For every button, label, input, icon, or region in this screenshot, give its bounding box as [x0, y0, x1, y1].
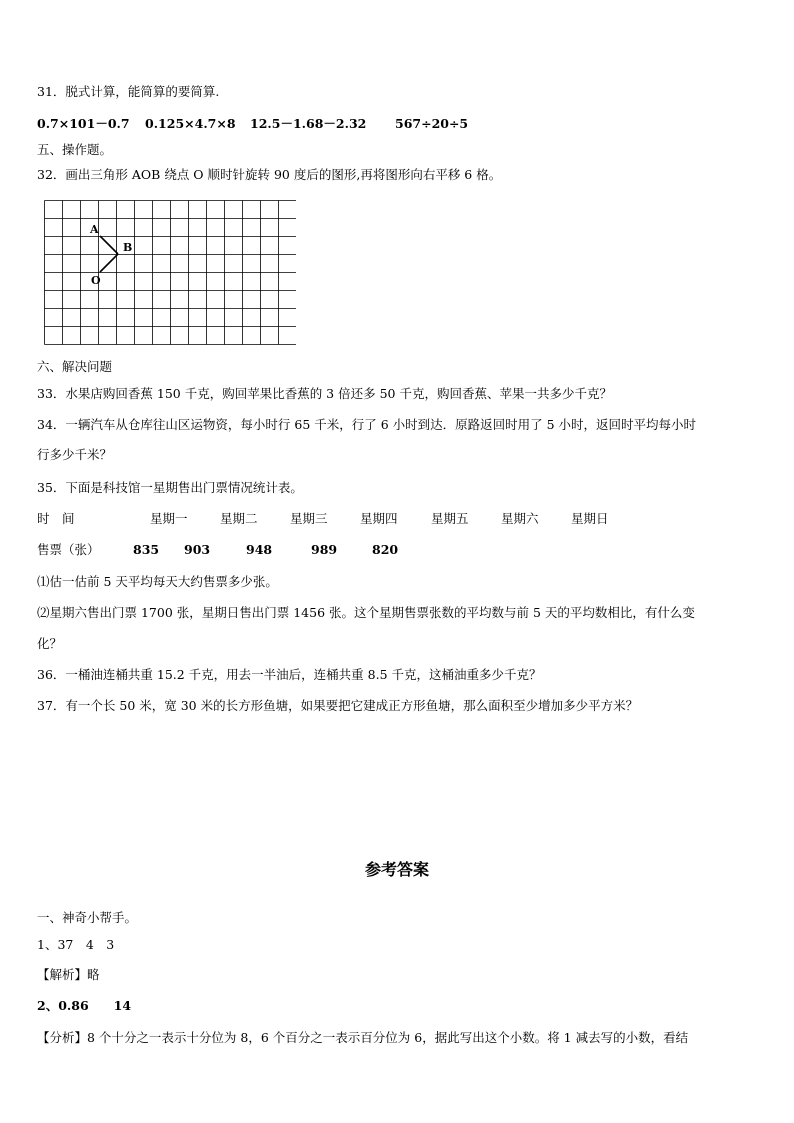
q36-text: 36．一桶油连桶共重 15.2 千克，用去一半油后，连桶共重 8.5 千克，这桶油重多少千克？: [37, 667, 542, 682]
q31-expr-2: 0.125×4.7×8: [145, 116, 236, 131]
value-1: 835: [133, 542, 160, 557]
answers-section-1: 一、神奇小帮手。: [37, 910, 138, 925]
day-7: 星期日: [571, 511, 609, 526]
q35-sub-2-line-2: 化？: [37, 636, 63, 651]
answer-2-analysis: 【分析】8 个十分之一表示十分位为 8，6 个百分之一表示百分位为 6，据此写出这个小数。将 1 减去写的小数，看结: [37, 1030, 689, 1045]
day-2: 星期二: [220, 511, 258, 526]
value-4: 989: [311, 542, 338, 557]
value-3: 948: [246, 542, 273, 557]
answer-2: 2、0.86 14: [37, 998, 132, 1013]
triangle-aob: [100, 236, 118, 272]
value-5: 820: [372, 542, 399, 557]
q31-expr-1: 0.7×101－0.7: [37, 116, 130, 131]
answer-1-analysis: 【解析】略: [37, 967, 100, 982]
q34-line-2: 行多少千米？: [37, 447, 113, 462]
rotation-grid: [44, 200, 296, 345]
q31-expr-3: 12.5－1.68－2.32: [250, 116, 367, 131]
grid-svg: [44, 200, 296, 345]
segment-ab: [100, 236, 118, 254]
table-header-label: 时 间: [37, 511, 75, 526]
q33-text: 33．水果店购回香蕉 150 千克，购回苹果比香蕉的 3 倍还多 50 千克，购回香蕉、苹果一共多少千克？: [37, 386, 612, 401]
q37-text: 37．有一个长 50 米，宽 30 米的长方形鱼塘，如果要把它建成正方形鱼塘，那么面积至少增加多少平方米？: [37, 698, 639, 713]
day-4: 星期四: [360, 511, 398, 526]
q35-sub-2-line-1: ⑵星期六售出门票 1700 张，星期日售出门票 1456 张。这个星期售票张数的平均数与前 5 天的平均数相比，有什么变: [37, 605, 695, 620]
section-5-heading: 五、操作题。: [37, 142, 113, 157]
q34-line-1: 34．一辆汽车从仓库往山区运物资，每小时行 65 千米，行了 6 小时到达．原路返回时用了 5 小时，返回时平均每小时: [37, 417, 697, 432]
label-o: O: [91, 274, 101, 287]
q35-sub-1: ⑴估一估前 5 天平均每天大约售票多少张。: [37, 574, 278, 589]
value-2: 903: [184, 542, 211, 557]
q31-text: 31．脱式计算，能简算的要简算.: [37, 84, 220, 99]
day-1: 星期一: [150, 511, 188, 526]
table-row-label: 售票（张）: [37, 542, 100, 557]
day-6: 星期六: [501, 511, 539, 526]
q35-text: 35．下面是科技馆一星期售出门票情况统计表。: [37, 480, 303, 495]
day-3: 星期三: [290, 511, 328, 526]
section-6-heading: 六、解决问题: [37, 359, 113, 374]
answers-title: 参考答案: [364, 860, 429, 879]
q32-text: 32．画出三角形 AOB 绕点 O 顺时针旋转 90 度后的图形,再将图形向右平移 6 格。: [37, 167, 502, 182]
label-a: A: [90, 223, 99, 236]
answer-1: 1、37 4 3: [37, 937, 115, 952]
segment-bo: [100, 254, 118, 272]
label-b: B: [123, 241, 133, 254]
day-5: 星期五: [431, 511, 469, 526]
q31-expr-4: 567÷20÷5: [395, 116, 469, 131]
